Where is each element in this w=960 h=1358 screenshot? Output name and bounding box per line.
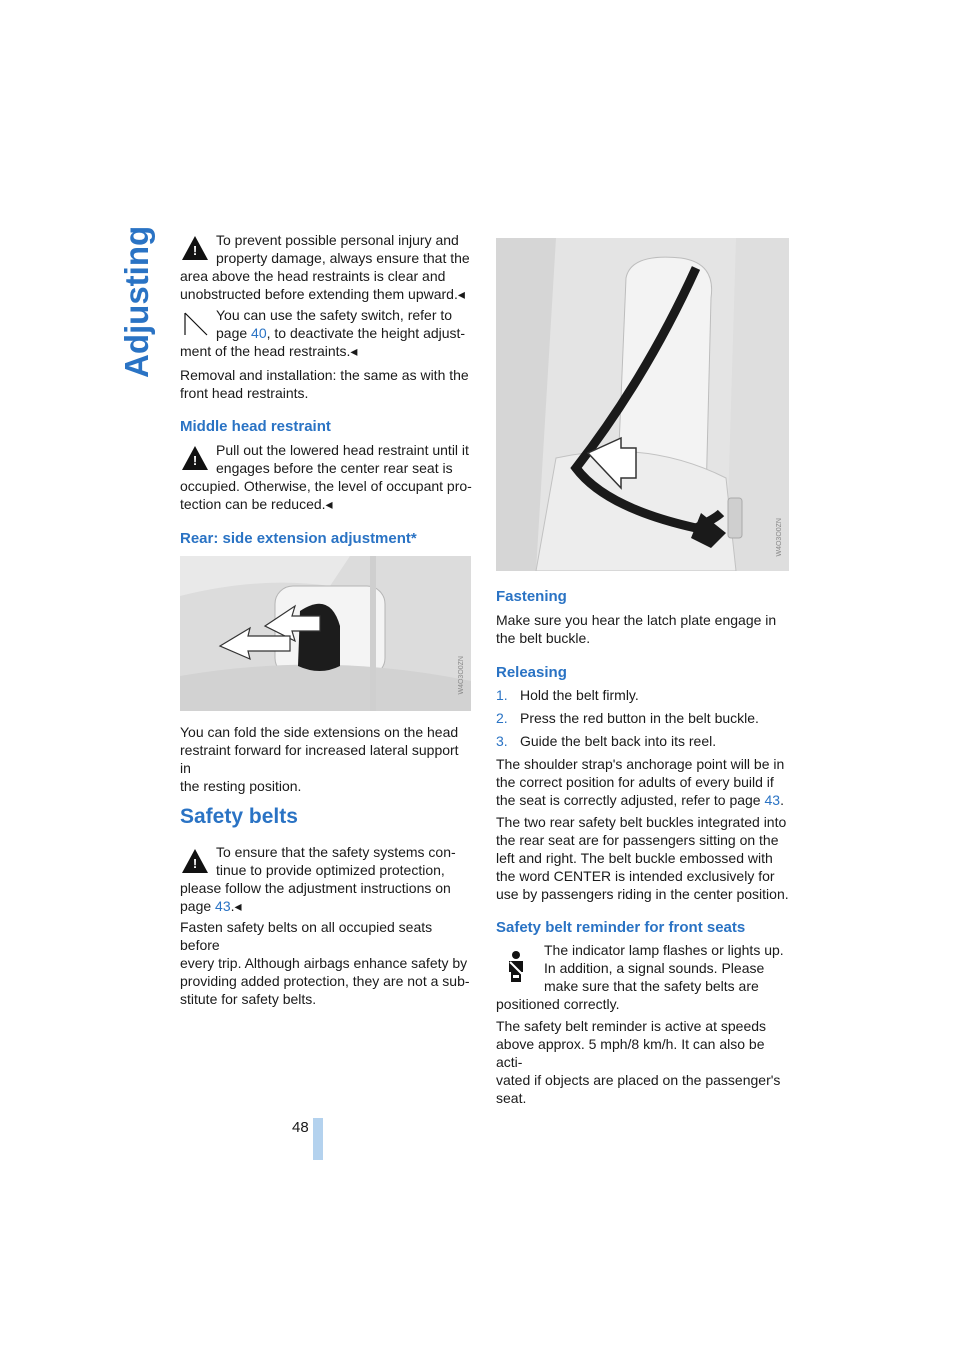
seat-belt-illustration	[496, 238, 789, 571]
list-item	[496, 709, 792, 727]
text-line: tinue to provide optimized protection,	[216, 862, 445, 878]
head-restraint-illustration	[180, 556, 471, 711]
text-line: To ensure that the safety systems con-	[216, 844, 456, 860]
text-span: the seat is correctly adjusted, refer to page	[496, 792, 765, 808]
text-line: the belt buckle.	[496, 630, 591, 646]
chapter-title: Adjusting	[118, 225, 155, 378]
warning-head-restraint	[180, 231, 472, 303]
list-item	[496, 732, 792, 750]
list-item	[496, 686, 792, 704]
figure-code: W4O3O0ZN	[776, 518, 783, 557]
warning-icon: !	[182, 849, 208, 875]
text-line: left and right. The belt buckle embossed with	[496, 850, 773, 866]
text-line: The two rear safety belt buckles integrated into	[496, 814, 787, 830]
text-line: please follow the adjustment instructions on	[180, 880, 451, 896]
text-line: every trip. Although airbags enhance safety by	[180, 955, 468, 971]
releasing-steps	[496, 686, 792, 750]
reminder-paragraph	[496, 941, 792, 1013]
text-line: You can use the safety switch, refer to	[216, 307, 453, 323]
text-line: Removal and installation: the same as with the	[180, 367, 469, 383]
removal-paragraph	[180, 366, 472, 402]
text-span: page	[180, 898, 216, 914]
heading-belt-reminder: Safety belt reminder for front seats	[496, 919, 746, 936]
figure-code: W4O3O0ZN	[458, 656, 465, 695]
fold-paragraph	[180, 723, 472, 795]
step-number: 1.	[496, 687, 508, 703]
text-line: seat.	[496, 1090, 527, 1106]
step-number: 2.	[496, 710, 508, 726]
text-line	[180, 324, 472, 342]
text-span: page	[216, 325, 252, 341]
text-line: property damage, always ensure that the	[216, 250, 470, 266]
text-line	[180, 897, 472, 915]
text-line: the correct position for adults of every build if	[496, 774, 774, 790]
heading-rear-side-extension: Rear: side extension adjustment*	[180, 530, 417, 547]
text-line: Pull out the lowered head restraint until it	[216, 442, 469, 458]
fastening-paragraph	[496, 611, 792, 647]
text-line: In addition, a signal sounds. Please	[544, 960, 765, 976]
text-line: above approx. 5 mph/8 km/h. It can also be acti-	[496, 1036, 765, 1070]
text-line: You can fold the side extensions on the head	[180, 724, 459, 740]
text-line	[496, 791, 792, 809]
heading-middle-head-restraint: Middle head restraint	[180, 418, 331, 435]
step-number: 3.	[496, 733, 508, 749]
heading-safety-belts: Safety belts	[180, 805, 298, 828]
text-line: use by passengers riding in the center position.	[496, 886, 789, 902]
text-line: the word CENTER is intended exclusively for	[496, 868, 775, 884]
page-number: 48	[292, 1119, 309, 1136]
text-line: front head restraints.	[180, 385, 309, 401]
text-line: engages before the center rear seat is	[216, 460, 453, 476]
active-paragraph	[496, 1017, 792, 1107]
page-link[interactable]: 43	[764, 792, 781, 808]
head-restraint-drawing	[180, 556, 471, 711]
text-line: Make sure you hear the latch plate engage in	[496, 612, 777, 628]
text-line: Fasten safety belts on all occupied seats before	[180, 919, 433, 953]
page-link[interactable]: 40	[251, 325, 267, 341]
seat-belt-drawing	[496, 238, 789, 571]
warning-safety-belts	[180, 843, 472, 915]
text-line: positioned correctly.	[496, 996, 620, 1012]
text-span: , to deactivate the height adjust-	[266, 325, 466, 341]
text-line: occupied. Otherwise, the level of occupant pro-	[180, 478, 472, 494]
text-line: unobstructed before extending them upward.◂	[180, 286, 465, 302]
text-line: restraint forward for increased lateral support in	[180, 742, 459, 776]
text-line: stitute for safety belts.	[180, 991, 317, 1007]
fasten-paragraph	[180, 918, 472, 1008]
text-line: The indicator lamp flashes or lights up.	[544, 942, 784, 958]
shoulder-paragraph	[496, 755, 792, 809]
heading-releasing: Releasing	[496, 664, 567, 681]
text-line: To prevent possible personal injury and	[216, 232, 459, 248]
note-safety-switch	[180, 306, 472, 360]
text-line: the rear seat are for passengers sitting on the	[496, 832, 779, 848]
text-line: make sure that the safety belts are	[544, 978, 759, 994]
text-span: .	[780, 792, 784, 808]
text-line: The shoulder strap's anchorage point will be in	[496, 756, 785, 772]
two-rear-paragraph	[496, 813, 792, 903]
warning-middle-head-restraint	[180, 441, 472, 513]
page-edge-bar	[313, 1118, 323, 1160]
text-line: The safety belt reminder is active at speeds	[496, 1018, 767, 1034]
text-line: vated if objects are placed on the passenger's	[496, 1072, 781, 1088]
page-link[interactable]: 43	[215, 898, 231, 914]
heading-fastening: Fastening	[496, 588, 567, 605]
text-line: tection can be reduced.◂	[180, 496, 333, 512]
step-text: Guide the belt back into its reel.	[520, 733, 717, 749]
warning-icon: !	[182, 236, 208, 262]
step-text: Hold the belt firmly.	[520, 687, 639, 703]
text-line: providing added protection, they are not a sub-	[180, 973, 470, 989]
step-text: Press the red button in the belt buckle.	[520, 710, 759, 726]
text-line: area above the head restraints is clear and	[180, 268, 446, 284]
warning-icon: !	[182, 446, 208, 472]
text-line: the resting position.	[180, 778, 302, 794]
text-line: ment of the head restraints.◂	[180, 343, 358, 359]
text-span: .◂	[230, 898, 242, 914]
